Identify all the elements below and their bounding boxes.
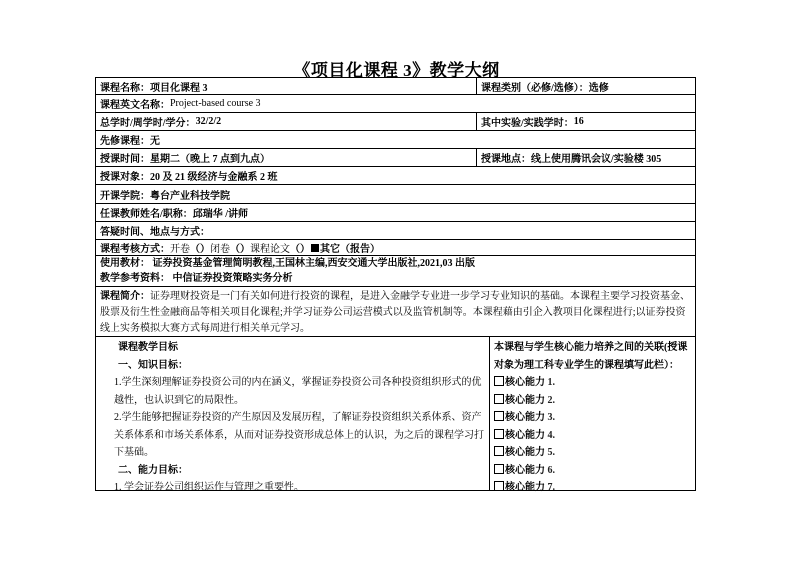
syllabus-table: [95, 77, 696, 491]
objectives-heading: 课程教学目标: [118, 342, 178, 353]
assessment-option-open-book: 开卷: [170, 244, 190, 255]
textbook-value: 证券投资基金管理简明教程,王国林主编,西安交通大学出版社,2021,03 出版: [152, 258, 475, 269]
course-name-label: 课程名称：: [100, 82, 150, 94]
class-location-value: 线上使用腾讯会议/实验楼 305: [531, 154, 662, 165]
english-name-label: 课程英文名称：: [100, 100, 170, 111]
checkbox-icon[interactable]: [494, 446, 504, 456]
textbook-label: 使用教材：: [100, 258, 150, 269]
audience-label: 授课对象：: [100, 172, 150, 183]
instructor-label: 任课教师姓名/职称：: [100, 209, 193, 220]
audience-cell: [96, 167, 695, 184]
college-cell: [96, 185, 695, 203]
course-category-cell: [477, 78, 695, 94]
references-label: 教学参考资料：: [100, 272, 170, 284]
ability-item-1: 1. 学会证券公司组织运作与管理之重要性。: [114, 482, 304, 493]
intro-text: 证券理财投资是一门有关如何进行投资的课程，是进入金融学专业进一步学习专业知识的基础。本课程主要学习投资基金、股票及衍生性金融商品等相关项目化课程;并学习证券公司运营模式以及监管机制等。本课程藉由引企入教项目化课程进行;以证券投资线上实务模拟大赛方式每周进行相关单元学习。: [100, 291, 690, 334]
prerequisite-value: 无: [150, 136, 160, 147]
checkbox-icon[interactable]: [494, 411, 504, 421]
core-competency-item-5: 核心能力 5.: [494, 444, 691, 462]
core-competency-item-4: 核心能力 4.: [494, 427, 691, 445]
class-time-cell: [96, 149, 477, 166]
teaching-objectives-cell: [96, 337, 490, 493]
row-audience: [96, 167, 695, 185]
class-time-label: 授课时间：: [100, 154, 150, 165]
office-hours-label: 答疑时间、地点与方式：: [100, 227, 210, 238]
english-name-value: Project-based course 3: [170, 98, 261, 109]
assessment-checkbox-open-book[interactable]: （）: [190, 244, 210, 255]
filled-square-checkbox-icon[interactable]: [311, 244, 319, 252]
row-prerequisite: [96, 131, 695, 149]
document-title: 《项目化课程 3》教学大纲: [293, 61, 500, 80]
checkbox-icon[interactable]: [494, 464, 504, 474]
lab-hours-label: 其中实验/实践学时：: [481, 118, 574, 129]
core-competency-item-7: 核心能力 7.: [494, 479, 691, 497]
intro-block: [96, 287, 695, 337]
lab-hours-value: 16: [573, 116, 584, 127]
intro-label: 课程简介：: [100, 291, 150, 302]
lab-hours-cell: [477, 113, 695, 130]
course-name-value: 项目化课程 3: [150, 82, 208, 94]
course-intro: [96, 287, 695, 339]
prerequisite-cell: [96, 131, 695, 148]
course-category-label: 课程类别（必修/选修）：: [481, 82, 589, 94]
row-hours: [96, 113, 695, 131]
checkbox-icon[interactable]: [494, 429, 504, 439]
knowledge-heading: 一、知识目标：: [118, 359, 188, 371]
core-competency-cell: [490, 337, 695, 493]
course-category-value: 选修: [588, 82, 609, 94]
row-college: [96, 185, 695, 204]
assessment-cell: [96, 240, 695, 255]
row-class-time: [96, 149, 695, 167]
assessment-option-closed-book: 闭卷: [210, 244, 230, 255]
college-label: 开课学院：: [100, 190, 150, 202]
row-english-name: [96, 95, 695, 113]
assessment-option-paper: 课程论文: [250, 244, 290, 255]
knowledge-item-1: 1.学生深刻理解证券投资公司的内在涵义，掌握证券投资公司各种投资组织形式的优越性，也认识到它的局限性。: [114, 377, 482, 406]
checkbox-icon[interactable]: [494, 376, 504, 386]
assessment-checkbox-closed-book[interactable]: （）: [230, 244, 250, 255]
row-instructor: [96, 204, 695, 222]
references-line: [100, 272, 691, 287]
row-assessment: [96, 240, 695, 256]
core-competency-item-3: 核心能力 3.: [494, 409, 691, 427]
core-competency-item-6: 核心能力 6.: [494, 462, 691, 480]
hours-label: 总学时/周学时/学分：: [100, 118, 196, 129]
core-competency-heading: 本课程与学生核心能力培养之间的关联(授课对象为理工科专业学生的课程填写此栏）：: [494, 342, 688, 371]
assessment-checkbox-paper[interactable]: （）: [290, 244, 310, 255]
textbook-line: [100, 257, 691, 272]
core-competency-item-1: 核心能力 1.: [494, 374, 691, 392]
row-course-name: [96, 78, 695, 95]
english-name-cell: [96, 95, 695, 112]
hours-value: 32/2/2: [195, 116, 222, 127]
ability-heading: 二、能力目标：: [118, 464, 188, 476]
core-competency-item-2: 核心能力 2.: [494, 392, 691, 410]
audience-value: 20 及 21 级经济与金融系 2 班: [150, 172, 278, 183]
instructor-cell: [96, 204, 695, 221]
row-office-hours: [96, 222, 695, 240]
assessment-label: 课程考核方式：: [100, 244, 170, 255]
class-location-cell: [477, 149, 695, 166]
assessment-selected-other: 其它（报告）: [320, 244, 380, 255]
checkbox-icon[interactable]: [494, 481, 504, 491]
hours-cell: [96, 113, 477, 130]
objectives-section: [96, 337, 695, 493]
office-hours-cell: [96, 222, 695, 239]
prerequisite-label: 先修课程：: [100, 136, 150, 147]
course-name-cell: [96, 78, 477, 94]
class-time-value: 星期二（晚上 7 点到九点）: [150, 154, 270, 165]
knowledge-item-2: 2.学生能够把握证券投资的产生原因及发展历程，了解证券投资组织关系体系、资产关系体系和市场关系体系，从而对证券投资形成总体上的认识，为之后的课程学习打下基础。: [114, 412, 484, 458]
references-value: 中信证券投资策略实务分析: [172, 272, 293, 284]
class-location-label: 授课地点：: [481, 154, 531, 165]
instructor-value: 邱瑞华 /讲师: [192, 209, 249, 220]
college-value: 粤台产业科技学院: [150, 190, 230, 202]
checkbox-icon[interactable]: [494, 394, 504, 404]
materials-block: [96, 256, 695, 287]
